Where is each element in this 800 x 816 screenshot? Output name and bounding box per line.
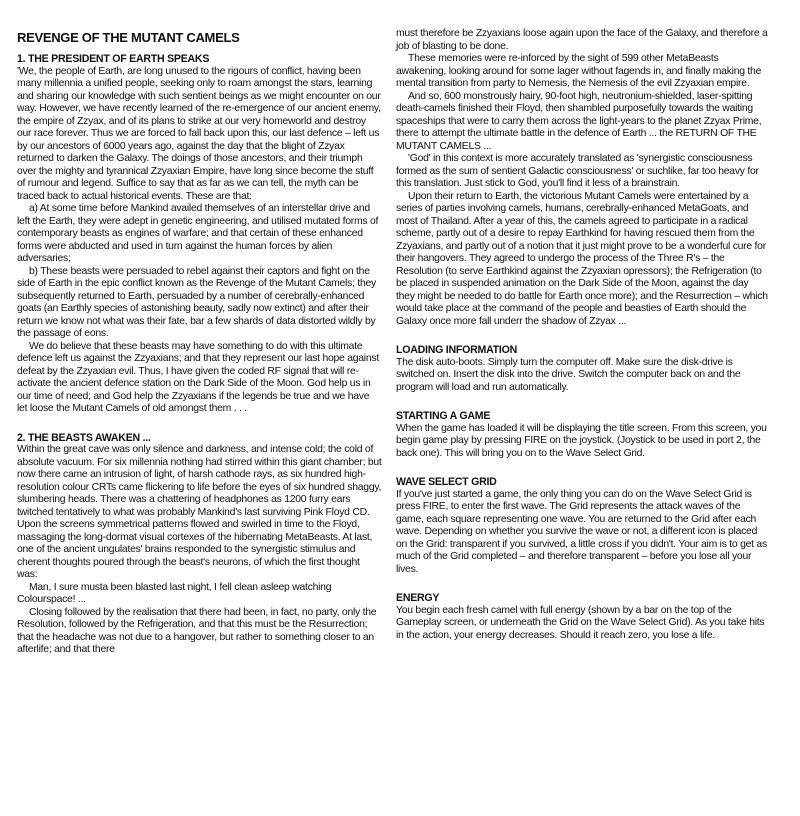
section-1-heading: 1. THE PRESIDENT OF EARTH SPEAKS — [17, 53, 210, 65]
section-1-point-b: b) These beasts were persuaded to rebel against their captors and fight on the side of Earth in the epic conflict known as the Revenge of the Mutant Camels; they subsequently returned to Earth, persuaded by a number of cerebrally-enhanced goats (an Earthly species of astonishing beauty, sadly now extinct) and after their return we know not what was their fate, bar a few shards of data distorted wildly by the passage of eons. — [17, 265, 376, 339]
right-column — [396, 28, 768, 642]
loading-text: The disk auto-boots. Simply turn the computer off. Make sure the disk-drive is switched on. Insert the disk into the drive. Switch the computer back on and the program will load and run automatically. — [396, 356, 741, 393]
story-paragraph: Upon their return to Earth, the victorious Mutant Camels were entertained by a series of parties involving camels, humans, cerebrally-enhanced MetaGoats, and most of Thailand. After a year of this, the camels agreed to participate in a radical scheme, partly out of a desire to repay Earthkind for having rescued them from the Zzyaxians, and partly out of a notion that it just might prove to be a wonderful cure for their hangovers. They agreed to undergo the process of the Three R's – the Resolution (to serve Earthkind against the Zzyaxian opressors); the Refrigeration (to be placed in suspended animation on the Dark Side of the Moon, against the day they might be needed to do battle for Earth once more); and the Resurrection – which would take place at the command of the people and beasties of Earth should the Galaxy once more fall underr the shadow of Zzyax ... — [396, 190, 768, 327]
story-paragraph: 'God' in this context is more accurately translated as 'synergistic consciousness formed as the sum of sentient Galactic consciousness' or suchlike, far too heavy for this translation. Just stick to God, you'll find it less of a brainstrain. — [396, 153, 759, 189]
story-paragraph: And so, 600 monstrously hairy, 90-foot high, neutronium-shielded, laser-spitting death-camels finished their Floyd, then shambled purposefully towards the waiting spaceships that were to carry them across the light-years to the planet Zzyax Prime, there to attempt the ultimate battle in the defence of Earth ... the RETURN OF THE MUTANT CAMELS ... — [396, 90, 762, 152]
section-1-paragraph: 'We, the people of Earth, are long unused to the rigours of conflict, having been many millennia a unified people, seeking only to roam amongst the stars, learning and sharing our knowledge with such sentient beings as we might encounter on our way. However, we have recently learned of the re-emergence of our ancient enemy, the empire of Zzyax, and of its plans to strike at our very homeworld and destroy our race forever. Thus we are forced to fall back upon this, our last defence – left us by our ancestors of 6000 years ago, against the day that the blight of Zzyax returned to darken the Galaxy. The doings of those ancestors, and their triumph over the mighty and tyrannical Zzyaxian Empire, have long since become the stuff of rumour and legend. Suffice to say that as far as we can tell, the myth can be traced back to actual historical events. These are that: — [17, 65, 381, 202]
document-title: REVENGE OF THE MUTANT CAMELS — [17, 30, 240, 45]
wave-select-text: If you've just started a game, the only thing you can do on the Wave Select Grid is press FIRE, to enter the first wave. The Grid represents the attack waves of the game, each square representing one wave. You are returned to the Grid after each wave. Depending on whether you survive the wave or not, a different icon is placed on the Grid: transparent if you survived, a little cross if you didn't. Your aim is to get as much of the Grid completed – and therefore transparent – before you lose all your lives. — [396, 488, 767, 575]
section-1-paragraph: We do believe that these beasts may have something to do with this ultimate defence left us against the Zzyaxians; and that they represent our last hope against defeat by the Zzyaxian evil. Thus, I have given the coded RF signal that will re-activate the ancient defence station on the Dark Side of the Moon. God help us in our time of need; and God help the Zzyaxians if the legends be true and we have let loose the Mutant Camels of old amongst them . . . — [17, 340, 379, 414]
wave-select-heading: WAVE SELECT GRID — [396, 476, 497, 488]
section-2-paragraph: Within the great cave was only silence and darkness, and intense cold; the cold of absolute vacuum. For six millennia nothing had stirred within this giant chamber; but now there came an intrusion of light, of harsh cathode rays, as six hundred high-resolution colour CRTs came flickering to life before the eyes of six hundred shaggy, slumbering heads. There was a chattering of headphones as 1200 furry ears twitched tentatively to what was probably Mankind's last surviving Pink Floyd CD. Upon the screens symmetrical patterns flowed and swirled in time to the Floyd, massaging the long-dormat visual cortexes of the hibernating MetaBeasts. At last, one of the ancient ungulates' brains responded to the synergistic stimulus and cherent thoughts poured through the beast's neurons, of which the first thought was: — [17, 444, 382, 580]
energy-heading: ENERGY — [396, 592, 440, 604]
section-2-paragraph: Closing followed by the realisation that there had been, in fact, no party, only the Resolution, followed by the Refrigeration, and that this must be the Resurrection; that the headache was not due to a hangover, but rather to something closer to an afterlife; and that there — [17, 606, 377, 655]
left-column — [17, 30, 382, 657]
starting-text: When the game has loaded it will be displaying the title screen. From this screen, you begin game play by pressing FIRE on the joystick. (Joystick to be used in port 2, the back one). This will bring you on to the Wave Select Grid. — [396, 422, 767, 459]
section-2-heading: 2. THE BEASTS AWAKEN ... — [17, 431, 151, 444]
energy-text: You begin each fresh camel with full energy (shown by a bar on the top of the Gameplay screen, or underneath the Grid on the Wave Select Grid). As you take hits in the action, your energy decreases. Should it reach zero, you lose a life. — [396, 604, 765, 641]
starting-heading: STARTING A GAME — [396, 410, 491, 422]
section-1-point-a: a) At some time before Mankind availed themselves of an interstellar drive and left the Earth, they were adept in genetic engineering, and utilised mutated forms of contemporary beasts as engines of warfare; and that certain of these enhanced forms were abducted and used in turn against the human forces by alien adversaries; — [17, 203, 379, 264]
story-paragraph: must therefore be Zzyaxians loose again upon the face of the Galaxy, and therefore a job of blasting to be done. — [396, 28, 768, 52]
section-2-quote: Man, I sure musta been blasted last night, I fell clean asleep watching Colourspace! ... — [17, 581, 332, 605]
story-paragraph: These memories were re-inforced by the sight of 599 other MetaBeasts awakening, looking around for some lager without fagends in, and finally making the mental transition from party to Nemesis, the Nemesis of the evil Zzyaxian empire. — [396, 53, 762, 89]
loading-heading: LOADING INFORMATION — [396, 344, 517, 356]
